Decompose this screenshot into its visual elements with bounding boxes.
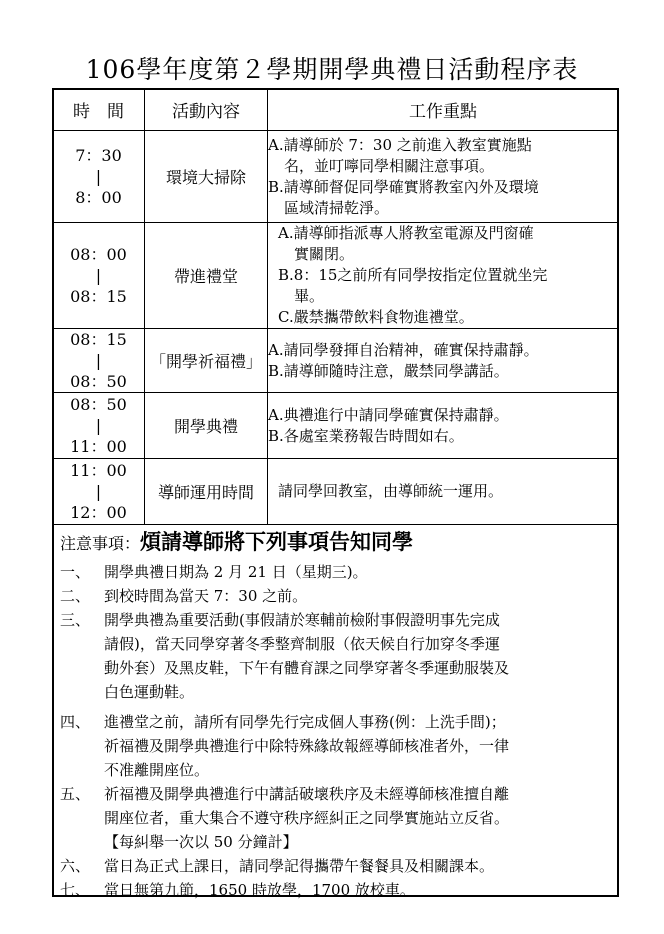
- page-title: 106學年度第２學期開學典禮日活動程序表: [85, 55, 579, 84]
- focus-item: B.8：15之前所有同學按指定位置就坐完 畢。: [278, 266, 548, 305]
- focus-cell: [268, 223, 619, 329]
- time-cell: [53, 329, 145, 393]
- time-cell: [53, 459, 145, 525]
- table-row: [53, 329, 619, 393]
- notes-emphasis: 煩請導師將下列事項告知同學: [140, 529, 414, 554]
- time-end: 08：50: [70, 372, 127, 391]
- activity-cell: 導師運用時間: [145, 459, 268, 525]
- focus-cell: [268, 459, 619, 525]
- focus-item: 請同學回教室，由導師統一運用。: [278, 482, 504, 500]
- time-separator: |: [95, 167, 102, 186]
- focus-item: A.請同學發揮自治精神，確實保持肅靜。: [268, 340, 539, 359]
- activity-cell: 帶進禮堂: [145, 223, 268, 329]
- header-time: 時 間: [53, 89, 145, 131]
- notes-heading: [60, 528, 615, 558]
- note-continuation: 開座位者，重大集合不遵守秩序經糾正之同學實施站立反省。: [104, 809, 510, 827]
- note-item: 七、 當日無第九節，1650 時放學，1700 放校車。: [60, 881, 415, 899]
- table-row: [53, 131, 619, 223]
- time-start: 08：15: [70, 330, 127, 349]
- time-start: 11：00: [70, 461, 127, 480]
- focus-item: B.各處室業務報告時間如右。: [268, 426, 464, 445]
- focus-item: A.請導師指派專人將教室電源及門窗確 實關閉。: [278, 224, 534, 263]
- note-continuation: 白色運動鞋。: [104, 683, 195, 701]
- focus-item: A.請導師於 7：30 之前進入教室實施點 名，並叮嚀同學相關注意事項。: [268, 135, 532, 175]
- focus-cell: [268, 393, 619, 459]
- time-end: 11：00: [70, 437, 127, 456]
- activity-cell: 開學典禮: [145, 393, 268, 459]
- note-item: 二、 到校時間為當天 7：30 之前。: [60, 587, 308, 605]
- activity-cell: 「開學祈福禮」: [145, 329, 268, 393]
- activity-cell: 環境大掃除: [145, 131, 268, 223]
- note-continuation: 請假)，當天同學穿著冬季整齊制服（依天候自行加穿冬季運: [104, 635, 500, 653]
- focus-item: B.請導師隨時注意，嚴禁同學講話。: [268, 361, 509, 380]
- notes-label: 注意事項：: [60, 534, 141, 553]
- note-continuation: 祈福禮及開學典禮進行中除特殊緣故報經導師核准者外，一律: [104, 737, 510, 755]
- focus-cell: [268, 131, 619, 223]
- note-item: 四、 進禮堂之前，請所有同學先行完成個人事務(例：上洗手間)；: [60, 713, 506, 731]
- time-separator: |: [95, 416, 102, 435]
- note-item: 三、 開學典禮為重要活動(事假請於寒輔前檢附事假證明事先完成: [60, 611, 500, 629]
- note-item: 六、 當日為正式上課日，請同學記得攜帶午餐餐具及相關課本。: [60, 857, 495, 875]
- note-item: 一、 開學典禮日期為 2 月 21 日（星期三)。: [60, 563, 368, 581]
- time-end: 08：15: [70, 287, 127, 306]
- header-focus: 工作重點: [268, 89, 619, 131]
- time-separator: |: [95, 482, 102, 501]
- focus-cell: [268, 329, 619, 393]
- table-row: [53, 223, 619, 329]
- time-separator: |: [95, 351, 102, 370]
- time-separator: |: [95, 266, 102, 285]
- time-start: 7：30: [75, 146, 122, 165]
- time-cell: [53, 131, 145, 223]
- table-row: [53, 459, 619, 525]
- time-cell: [53, 223, 145, 329]
- header-activity: 活動內容: [145, 89, 268, 131]
- notes-section: [60, 528, 615, 902]
- table-header-row: [53, 89, 619, 131]
- focus-item: B.請導師督促同學確實將教室內外及環境 區域清掃乾淨。: [268, 177, 539, 217]
- time-start: 08：00: [70, 245, 127, 264]
- note-item: 五、 祈福禮及開學典禮進行中講話破壞秩序及未經導師核准擅自離: [60, 785, 510, 803]
- table-row: [53, 393, 619, 459]
- time-end: 12：00: [70, 503, 127, 522]
- time-end: 8：00: [75, 188, 122, 207]
- time-cell: [53, 393, 145, 459]
- schedule-table: [52, 88, 619, 525]
- focus-item: C.嚴禁攜帶飲料食物進禮堂。: [278, 308, 474, 326]
- note-continuation: 動外套）及黑皮鞋，下午有體育課之同學穿著冬季運動服裝及: [104, 659, 510, 677]
- note-continuation: 【每糾舉一次以 50 分鐘計】: [104, 833, 298, 851]
- time-start: 08：50: [70, 395, 127, 414]
- note-continuation: 不准離開座位。: [104, 761, 210, 779]
- focus-item: A.典禮進行中請同學確實保持肅靜。: [268, 405, 509, 424]
